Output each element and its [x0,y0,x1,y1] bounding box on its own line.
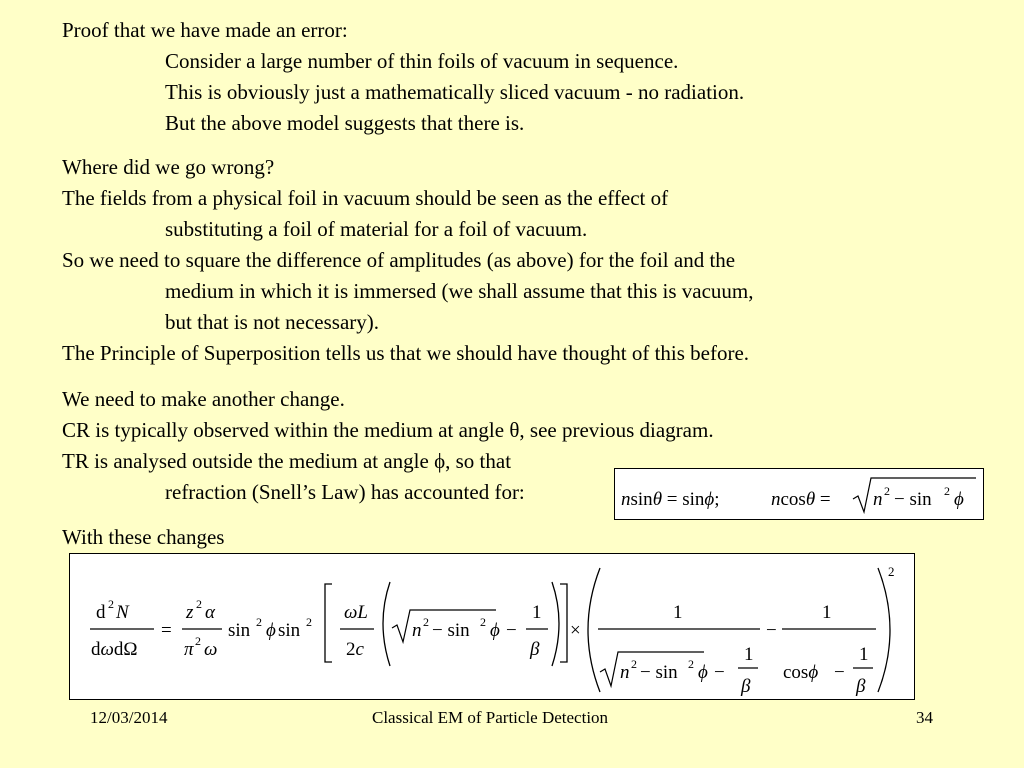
svg-text:1: 1 [822,602,832,623]
svg-text:dωdΩ: dωdΩ [91,639,138,660]
svg-text:2: 2 [108,597,114,611]
text-line: The fields from a physical foil in vacuum should be seen as the effect of [62,186,669,210]
svg-text:n: n [620,662,630,683]
svg-text:− sin: − sin [894,489,932,510]
svg-text:N: N [116,602,129,623]
svg-text:ωL: ωL [344,602,368,623]
svg-text:ncosθ =: ncosθ = [771,489,831,510]
svg-text:ω: ω [204,639,218,660]
text-line: We need to make another change. [62,387,345,411]
transition-radiation-formula-image [70,554,914,699]
svg-text:α: α [205,602,215,623]
svg-text:− sin: − sin [640,662,678,683]
svg-text:2: 2 [306,615,312,629]
svg-text:2: 2 [196,597,202,611]
text-line: This is obviously just a mathematically sliced vacuum - no radiation. [165,80,745,104]
svg-text:1: 1 [673,602,683,623]
text-line: With these changes [62,525,225,549]
svg-text:−: − [834,662,845,683]
svg-text:−: − [506,620,517,641]
svg-text:sin: sin [278,620,301,641]
snell-law-formula-image [615,469,983,519]
svg-text:β: β [530,639,540,660]
footer-title: Classical EM of Particle Detection [372,708,609,727]
svg-text:β: β [741,676,751,697]
text-line: CR is typically observed within the medium at angle θ, see previous diagram. [62,418,714,442]
svg-text:π: π [184,639,194,660]
svg-text:nsinθ = sinϕ;: nsinθ = sinϕ; [621,489,720,510]
svg-text:d: d [96,602,106,623]
svg-text:2: 2 [631,657,637,671]
text-line: TR is analysed outside the medium at angle ϕ, so that [62,449,512,473]
footer-page-number: 34 [916,708,933,727]
text-line: But the above model suggests that there is. [165,111,525,135]
svg-text:1: 1 [744,644,754,665]
svg-text:β: β [856,676,866,697]
text-line: Where did we go wrong? [62,155,275,179]
text-line: Proof that we have made an error: [62,18,348,42]
svg-text:=: = [161,620,172,641]
text-line: medium in which it is immersed (we shall assume that this is vacuum, [165,279,754,303]
svg-text:sin: sin [228,620,251,641]
svg-text:2: 2 [423,615,429,629]
svg-text:2: 2 [944,484,950,498]
text-line: but that is not necessary). [165,310,380,334]
svg-text:2: 2 [256,615,262,629]
footer-date: 12/03/2014 [90,708,168,727]
text-line: substituting a foil of material for a foil of vacuum. [165,217,588,241]
text-line: refraction (Snell’s Law) has accounted for: [165,480,525,504]
svg-text:×: × [570,620,581,641]
svg-text:ϕ: ϕ [698,662,708,683]
svg-text:2: 2 [688,657,694,671]
svg-text:2: 2 [888,564,895,579]
svg-text:− sin: − sin [432,620,470,641]
svg-text:cosϕ: cosϕ [783,662,819,683]
svg-text:n: n [873,489,883,510]
svg-text:1: 1 [859,644,869,665]
svg-text:2: 2 [884,484,890,498]
transition-radiation-formula [69,553,915,700]
svg-text:ϕ: ϕ [266,620,276,641]
svg-text:1: 1 [532,602,542,623]
svg-text:z: z [186,602,194,623]
snell-law-equation [614,468,984,520]
text-line: Consider a large number of thin foils of vacuum in sequence. [165,49,679,73]
svg-text:ϕ: ϕ [490,620,500,641]
svg-text:2: 2 [195,634,201,648]
svg-text:2c: 2c [346,639,364,660]
text-line: So we need to square the difference of amplitudes (as above) for the foil and the [62,248,736,272]
svg-text:−: − [714,662,725,683]
svg-text:2: 2 [480,615,486,629]
text-line: The Principle of Superposition tells us that we should have thought of this before. [62,341,750,365]
svg-text:−: − [766,620,777,641]
svg-text:ϕ: ϕ [954,489,964,510]
svg-text:n: n [412,620,422,641]
